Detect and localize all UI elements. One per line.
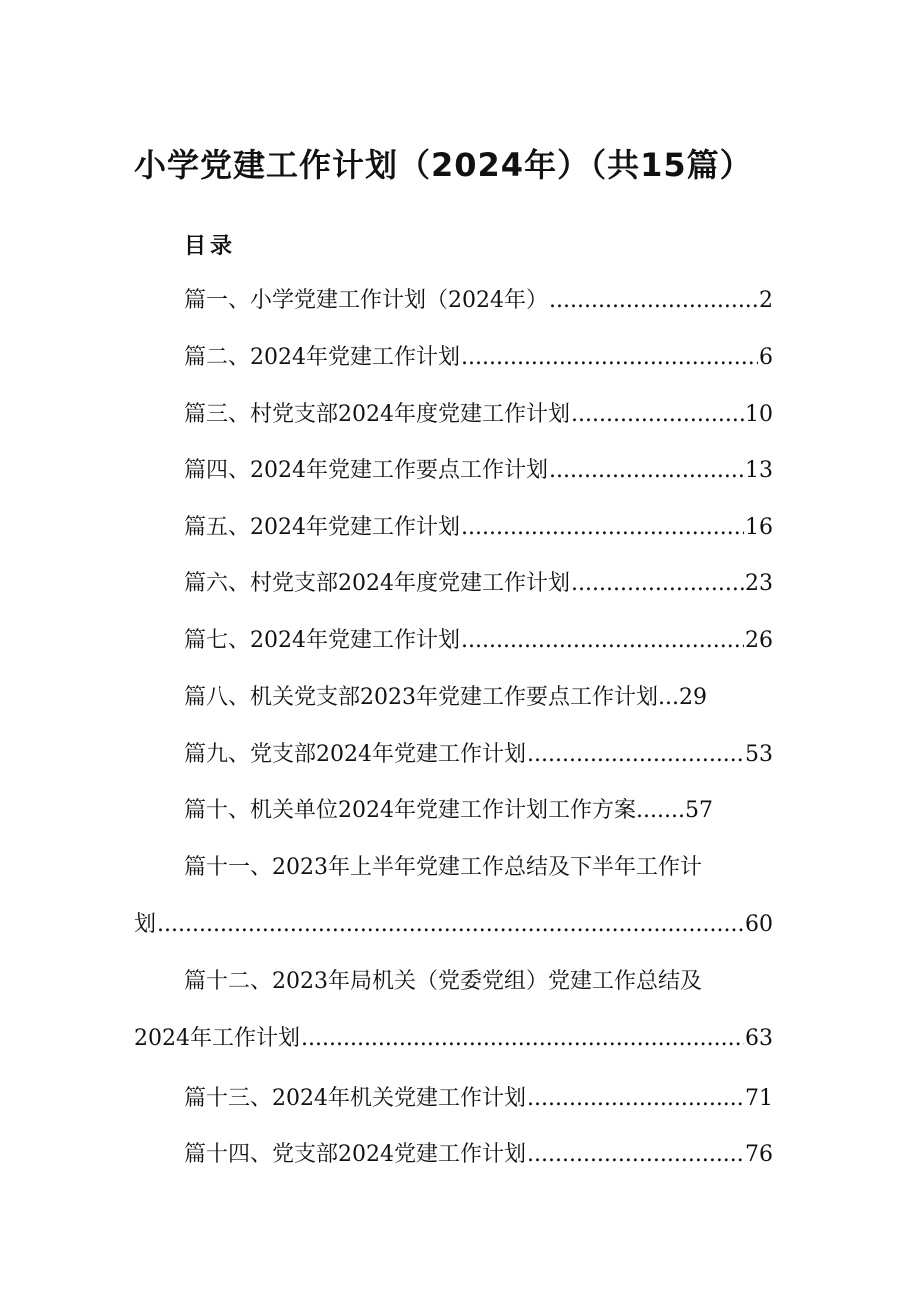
toc-entry-page: 60 bbox=[745, 912, 773, 937]
toc-entry-title: 篇十四、党支部2024党建工作计划 bbox=[184, 1142, 526, 1167]
toc-entry-page: 29 bbox=[678, 685, 707, 710]
dot-leader bbox=[461, 341, 758, 375]
toc-entry-title: 篇二、2024年党建工作计划 bbox=[184, 345, 460, 370]
dot-leader bbox=[571, 567, 744, 601]
dot-leader bbox=[461, 624, 744, 658]
toc-entry[interactable] bbox=[184, 738, 773, 772]
dot-leader bbox=[549, 284, 758, 318]
toc-entry[interactable] bbox=[184, 511, 773, 545]
toc-entry-page: 57 bbox=[684, 798, 713, 823]
toc-entry-title-continued: 2024年工作计划 bbox=[134, 1026, 300, 1051]
dot-leader bbox=[549, 454, 744, 488]
toc-entry[interactable] bbox=[184, 1138, 773, 1172]
toc-heading: 目录 bbox=[184, 233, 237, 259]
toc-entry-title: 篇三、村党支部2024年度党建工作计划 bbox=[184, 402, 570, 427]
toc-entry-title: 篇五、2024年党建工作计划 bbox=[184, 515, 460, 540]
toc-entry-title: 篇四、2024年党建工作要点工作计划 bbox=[184, 458, 548, 483]
dot-leader bbox=[527, 738, 744, 772]
toc-entry[interactable] bbox=[184, 284, 773, 318]
toc-entry-continuation[interactable] bbox=[134, 1022, 773, 1056]
toc-entry-page: 76 bbox=[745, 1142, 773, 1167]
dot-leader bbox=[527, 1082, 744, 1116]
toc-entry-title: 篇八、机关党支部2023年党建工作要点工作计划... bbox=[184, 685, 679, 710]
document-title: 小学党建工作计划（2024年）（共15篇） bbox=[134, 146, 753, 184]
toc-entry-page: 71 bbox=[745, 1086, 773, 1111]
toc-entry-title: 篇十一、2023年上半年党建工作总结及下半年工作计 bbox=[184, 855, 702, 880]
toc-entry[interactable] bbox=[184, 341, 773, 375]
toc-entry[interactable] bbox=[184, 567, 773, 601]
toc-entry-page: 6 bbox=[759, 345, 773, 370]
toc-entry-page: 63 bbox=[745, 1026, 773, 1051]
toc-entry-title: 篇九、党支部2024年党建工作计划 bbox=[184, 742, 526, 767]
toc-entry-page: 10 bbox=[745, 402, 773, 427]
toc-entry[interactable] bbox=[184, 681, 773, 715]
dot-leader bbox=[527, 1138, 744, 1172]
toc-entry-title: 篇十三、2024年机关党建工作计划 bbox=[184, 1086, 526, 1111]
toc-entry-title: 篇一、小学党建工作计划（2024年） bbox=[184, 288, 548, 313]
toc-entry-title: 篇十、机关单位2024年党建工作计划工作方案....... bbox=[184, 798, 685, 823]
toc-entry-page: 53 bbox=[745, 742, 773, 767]
toc-entry[interactable] bbox=[184, 398, 773, 432]
toc-entry[interactable] bbox=[184, 454, 773, 488]
dot-leader bbox=[301, 1022, 744, 1056]
toc-entry[interactable] bbox=[184, 1082, 773, 1116]
toc-entry-page: 2 bbox=[759, 288, 773, 313]
dot-leader bbox=[571, 398, 744, 432]
toc-entry-title-continued: 划 bbox=[134, 912, 157, 937]
toc-entry[interactable] bbox=[184, 965, 773, 999]
toc-entry-page: 26 bbox=[745, 628, 773, 653]
toc-entry[interactable] bbox=[184, 624, 773, 658]
toc-entry-title: 篇十二、2023年局机关（党委党组）党建工作总结及 bbox=[184, 969, 702, 994]
toc-entry[interactable] bbox=[184, 851, 773, 885]
toc-entry-title: 篇六、村党支部2024年度党建工作计划 bbox=[184, 571, 570, 596]
toc-entry-title: 篇七、2024年党建工作计划 bbox=[184, 628, 460, 653]
toc-entry-page: 23 bbox=[745, 571, 773, 596]
toc-entry-continuation[interactable] bbox=[134, 908, 773, 942]
toc-entry-page: 16 bbox=[745, 515, 773, 540]
toc-entry[interactable] bbox=[184, 794, 773, 828]
toc-entry-page: 13 bbox=[745, 458, 773, 483]
dot-leader bbox=[461, 511, 744, 545]
dot-leader bbox=[157, 908, 744, 942]
